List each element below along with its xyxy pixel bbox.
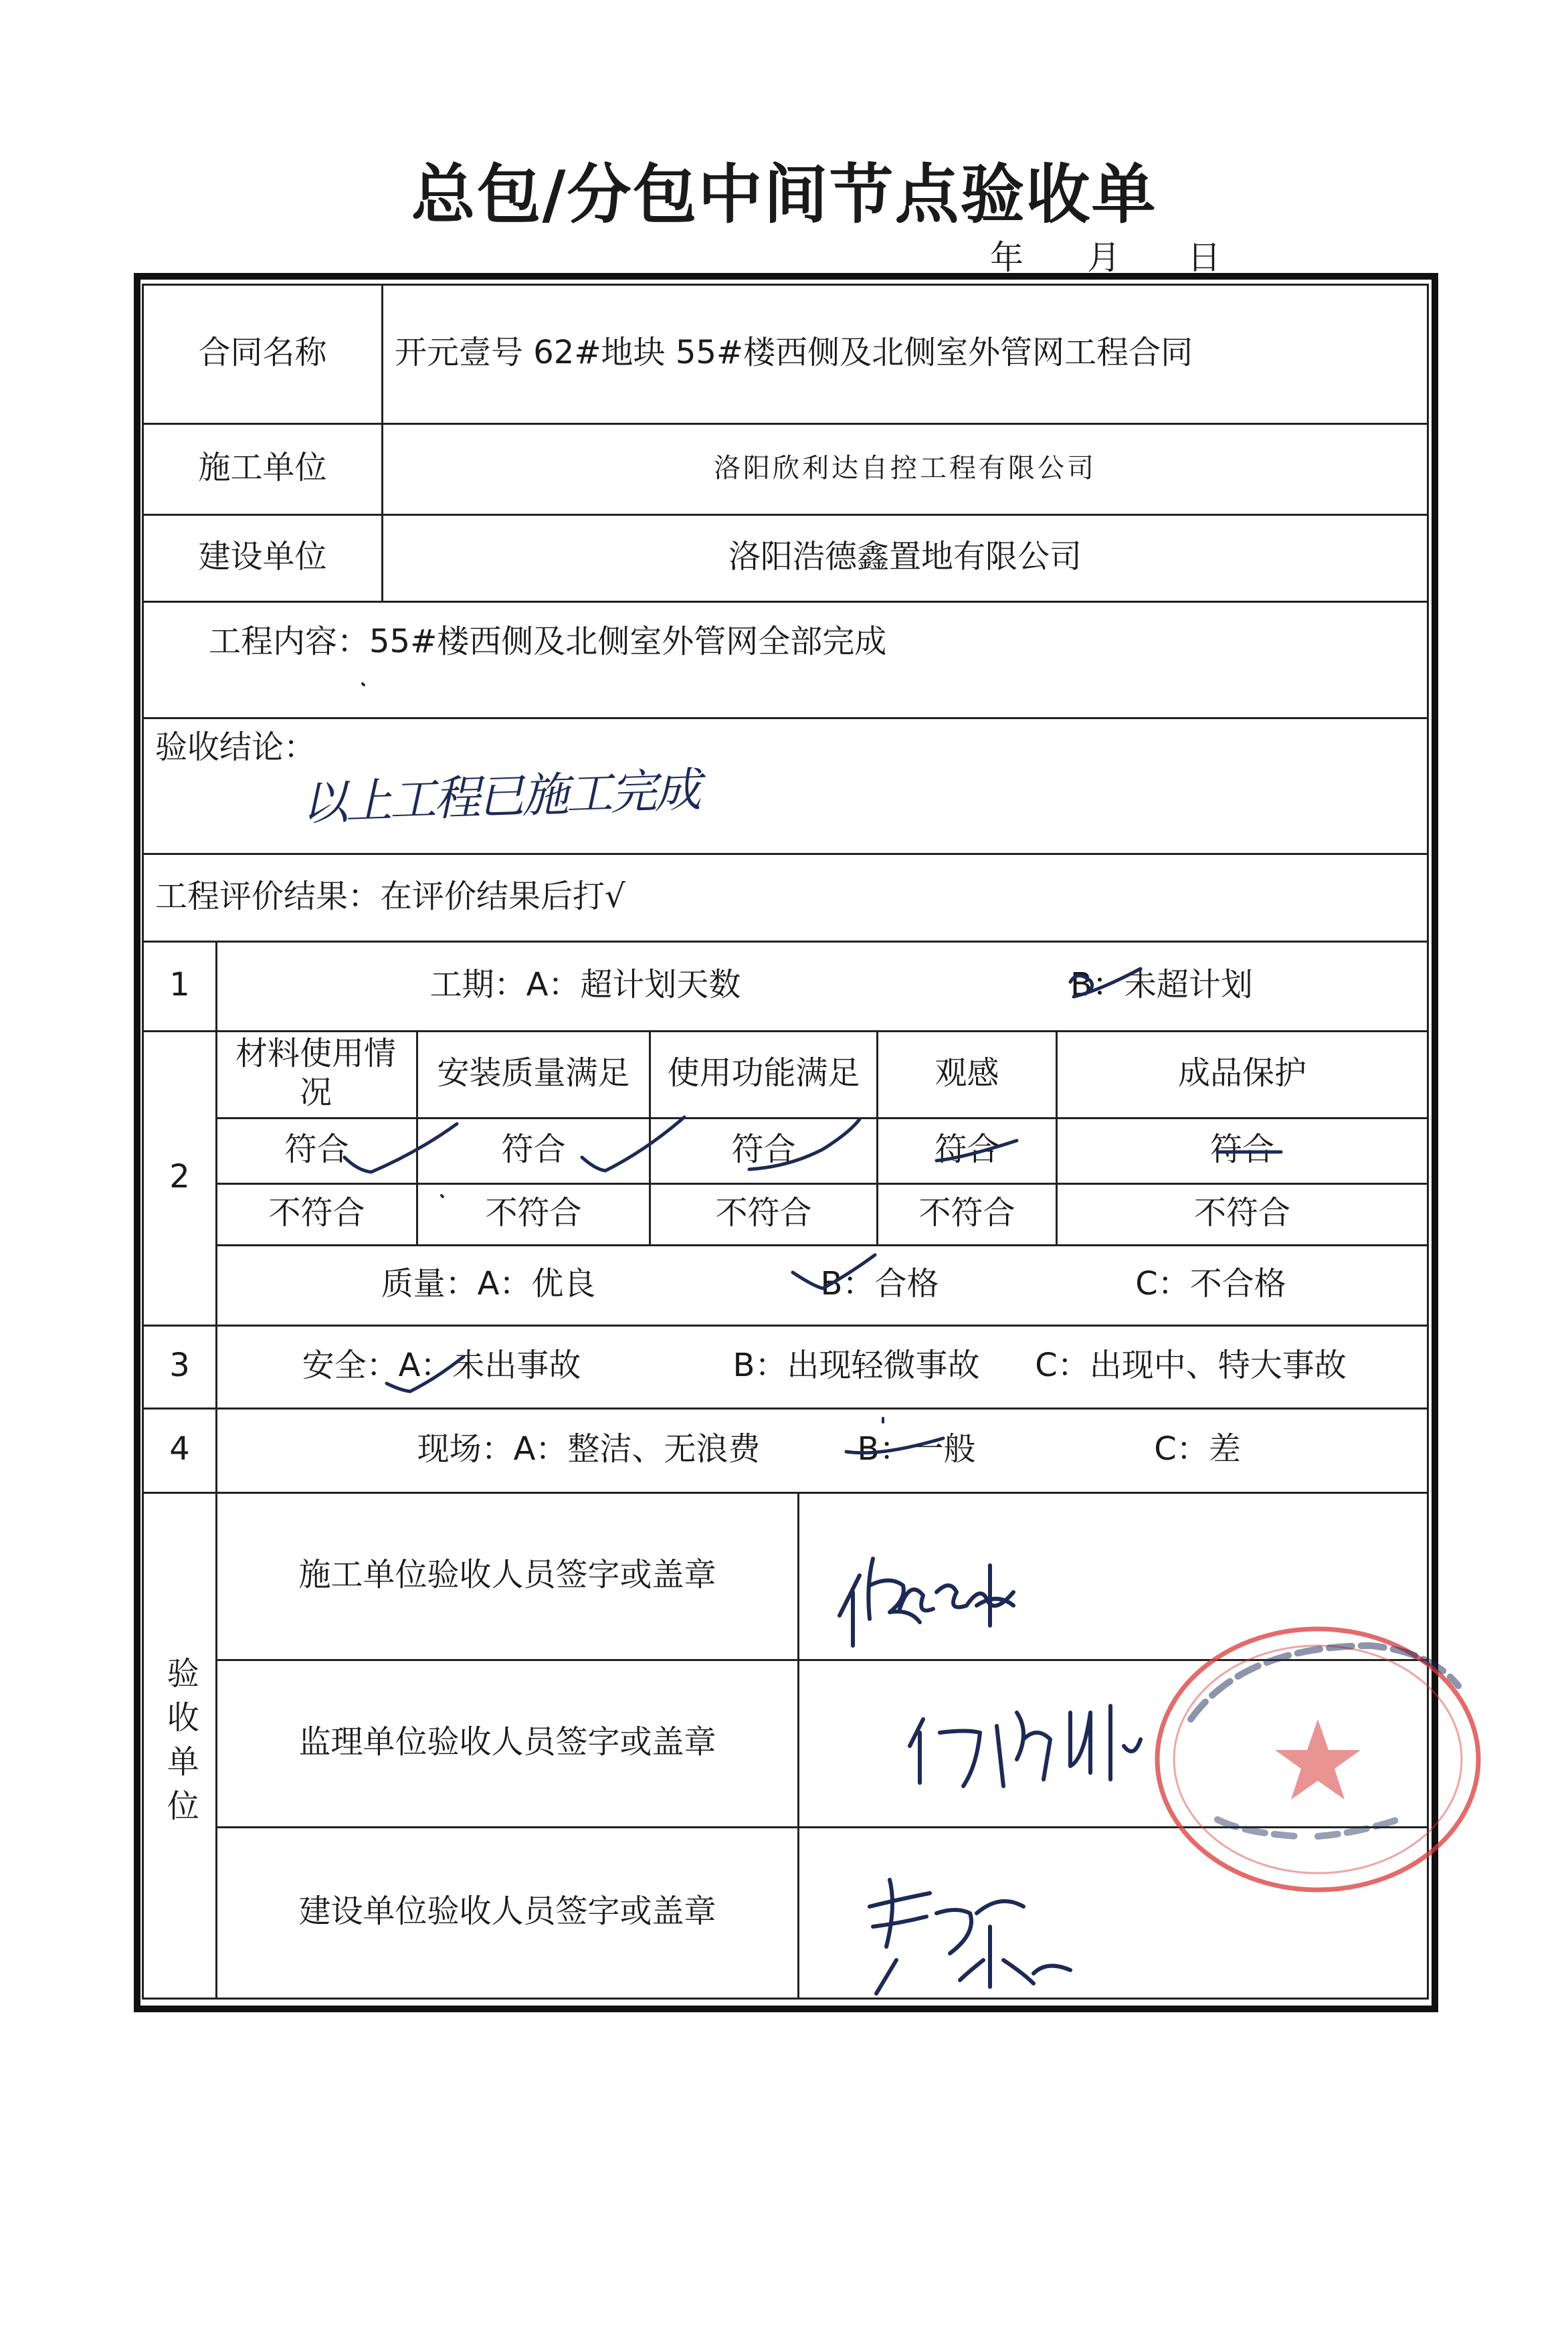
owner-label: 建设单位 [198,538,327,576]
project-content: 工程内容：55#楼西侧及北侧室外管网全部完成 [209,623,887,660]
site-option-a: 现场：A：整洁、无浪费 [417,1430,761,1468]
appearance-no: 不符合 [918,1194,1015,1232]
checkmark-install [582,1117,684,1171]
function-yes: 符合 [731,1131,796,1169]
schedule-option-b: B：未超计划 [1070,966,1253,1004]
header-materials: 材料使用情况 [235,1035,396,1111]
safety-option-a: 安全：A：未出事故 [302,1347,581,1385]
header-appearance: 观感 [935,1054,999,1092]
builder-signoff-label: 施工单位验收人员签字或盖章 [298,1556,716,1594]
quality-option-b: B：合格 [820,1265,939,1303]
protection-yes: 符合 [1209,1131,1274,1169]
function-no: 不符合 [715,1194,812,1232]
company-seal [1144,1619,1492,1900]
row-4-number: 4 [169,1430,190,1468]
checkmark-function [749,1119,860,1169]
page-title: 总包/分包中间节点验收单 [411,157,1157,232]
row-1-number: 1 [169,966,190,1004]
owner-value: 洛阳浩德鑫置地有限公司 [728,538,1082,576]
schedule-option-a: 工期：A：超计划天数 [429,966,741,1004]
checkmark-appearance [937,1141,1017,1161]
site-option-c: C：差 [1154,1430,1241,1468]
signoff-side-label: 验收单位 [161,1656,199,1833]
protection-no: 不符合 [1193,1194,1290,1232]
header-install-quality: 安装质量满足 [437,1054,630,1092]
builder-value: 洛阳欣利达自控工程有限公司 [714,453,1096,484]
scan-speck [363,684,883,1422]
materials-yes: 符合 [284,1131,349,1169]
strike-site-b [846,1438,943,1453]
checkmark-quality-b [793,1255,875,1288]
conclusion-handwriting: 以上工程已施工完成 [300,762,700,832]
install-no: 不符合 [485,1194,582,1232]
checkmark-schedule-b [1070,969,1141,997]
signature-owner [870,1880,1070,1994]
evaluation-instruction: 工程评价结果：在评价结果后打√ [155,877,625,915]
supervisor-signoff-label: 监理单位验收人员签字或盖章 [298,1723,716,1761]
builder-label: 施工单位 [198,449,327,487]
date-year-label: 年 [990,238,1023,277]
row-3-number: 3 [169,1347,190,1385]
signature-builder [840,1559,1013,1646]
row-2-number: 2 [169,1158,190,1196]
safety-option-b: B：出现轻微事故 [732,1347,980,1385]
owner-signoff-label: 建设单位验收人员签字或盖章 [298,1893,716,1931]
date-day-label: 日 [1187,238,1221,277]
signature-supervisor [910,1706,1141,1786]
safety-option-c: C：出现中、特大事故 [1035,1347,1347,1385]
checkmark-safety-a [387,1357,464,1391]
materials-no: 不符合 [268,1194,365,1232]
header-finished-protection: 成品保护 [1177,1054,1306,1092]
date-month-label: 月 [1087,238,1120,277]
appearance-yes: 符合 [935,1131,999,1169]
contract-name-value: 开元壹号 62#地块 55#楼西侧及北侧室外管网工程合同 [395,334,1193,372]
checkmark-materials [345,1124,457,1172]
contract-name-label: 合同名称 [198,334,327,372]
header-function: 使用功能满足 [667,1054,860,1092]
quality-option-a: 质量：A：优良 [381,1265,596,1303]
site-option-b: B：一般 [857,1430,976,1468]
conclusion-label: 验收结论： [155,729,316,766]
install-yes: 符合 [501,1131,566,1169]
quality-option-c: C：不合格 [1135,1265,1286,1303]
